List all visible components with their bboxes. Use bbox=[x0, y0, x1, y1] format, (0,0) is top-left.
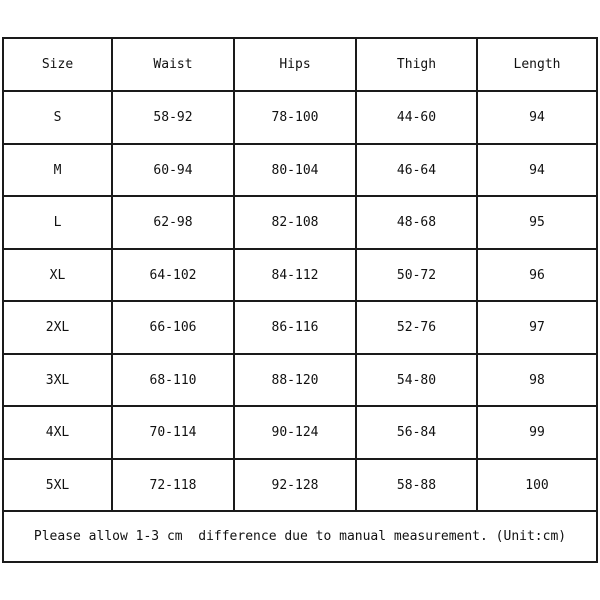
row-size-m: M bbox=[4, 145, 113, 197]
hips-2xl: 86-116 bbox=[235, 302, 357, 355]
length-m: 94 bbox=[478, 145, 596, 197]
row-size-2xl: 2XL bbox=[4, 302, 113, 355]
thigh-3xl: 54-80 bbox=[357, 355, 478, 407]
hips-3xl: 88-120 bbox=[235, 355, 357, 407]
hips-4xl: 90-124 bbox=[235, 407, 357, 460]
header-thigh: Thigh bbox=[357, 39, 478, 92]
header-waist: Waist bbox=[113, 39, 235, 92]
thigh-4xl: 56-84 bbox=[357, 407, 478, 460]
waist-l: 62-98 bbox=[113, 197, 235, 250]
thigh-2xl: 52-76 bbox=[357, 302, 478, 355]
length-xl: 96 bbox=[478, 250, 596, 302]
thigh-5xl: 58-88 bbox=[357, 460, 478, 512]
length-4xl: 99 bbox=[478, 407, 596, 460]
thigh-m: 46-64 bbox=[357, 145, 478, 197]
length-s: 94 bbox=[478, 92, 596, 145]
row-size-l: L bbox=[4, 197, 113, 250]
row-size-s: S bbox=[4, 92, 113, 145]
header-hips: Hips bbox=[235, 39, 357, 92]
length-5xl: 100 bbox=[478, 460, 596, 512]
waist-s: 58-92 bbox=[113, 92, 235, 145]
length-3xl: 98 bbox=[478, 355, 596, 407]
hips-5xl: 92-128 bbox=[235, 460, 357, 512]
waist-4xl: 70-114 bbox=[113, 407, 235, 460]
thigh-xl: 50-72 bbox=[357, 250, 478, 302]
length-2xl: 97 bbox=[478, 302, 596, 355]
row-size-xl: XL bbox=[4, 250, 113, 302]
measurement-note: Please allow 1-3 cm difference due to manual measurement. (Unit:cm) bbox=[33, 529, 567, 544]
header-length: Length bbox=[478, 39, 596, 92]
hips-xl: 84-112 bbox=[235, 250, 357, 302]
waist-xl: 64-102 bbox=[113, 250, 235, 302]
waist-m: 60-94 bbox=[113, 145, 235, 197]
thigh-l: 48-68 bbox=[357, 197, 478, 250]
row-size-5xl: 5XL bbox=[4, 460, 113, 512]
thigh-s: 44-60 bbox=[357, 92, 478, 145]
size-chart-table bbox=[2, 37, 598, 563]
header-size: Size bbox=[4, 39, 113, 92]
length-l: 95 bbox=[478, 197, 596, 250]
hips-l: 82-108 bbox=[235, 197, 357, 250]
waist-5xl: 72-118 bbox=[113, 460, 235, 512]
hips-s: 78-100 bbox=[235, 92, 357, 145]
row-size-3xl: 3XL bbox=[4, 355, 113, 407]
hips-m: 80-104 bbox=[235, 145, 357, 197]
waist-3xl: 68-110 bbox=[113, 355, 235, 407]
waist-2xl: 66-106 bbox=[113, 302, 235, 355]
row-size-4xl: 4XL bbox=[4, 407, 113, 460]
